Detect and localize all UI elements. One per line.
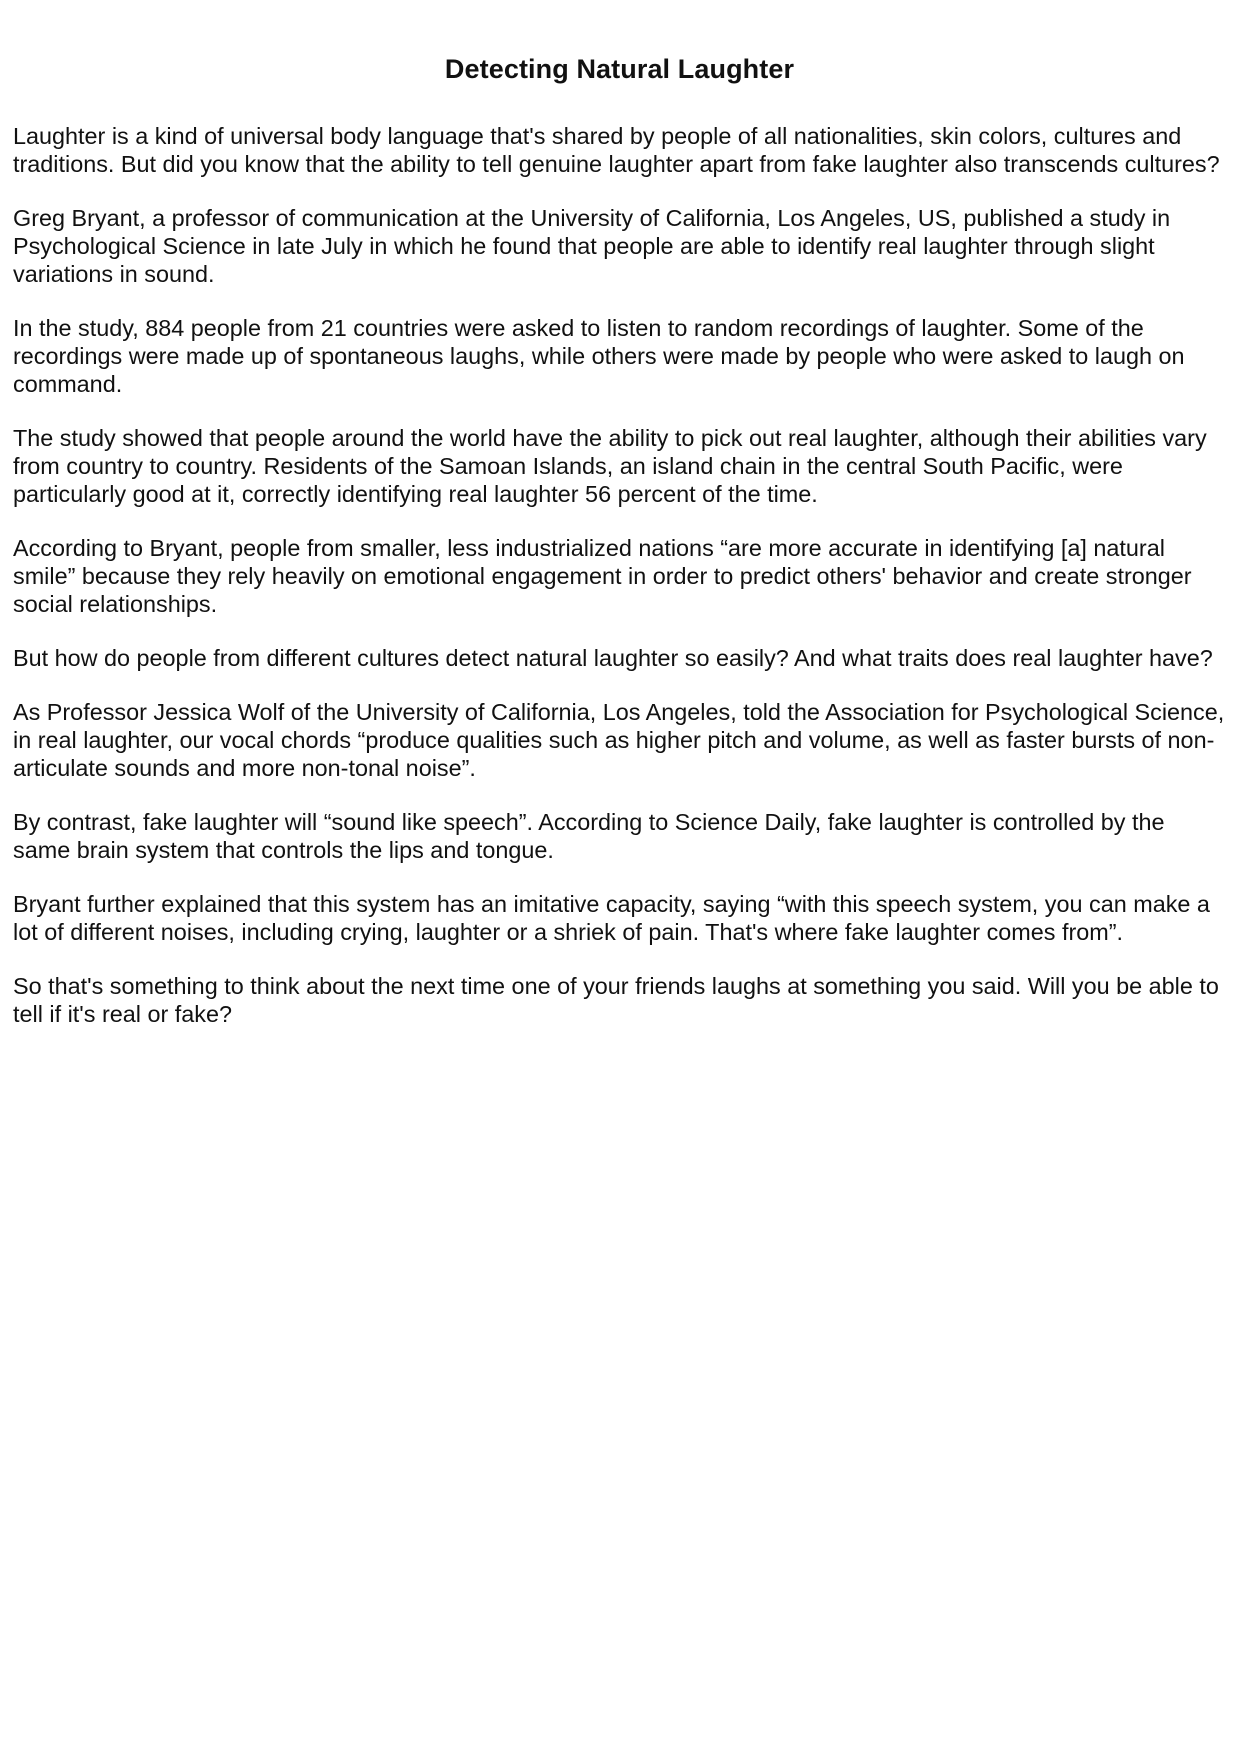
paragraph-2: Greg Bryant, a professor of communication at the University of California, Los Angeles, US, published a study in Psychological Science in late July in which he found that people are able to identify real laughter through slight variations in sound. [13, 205, 1171, 287]
paragraph-7: As Professor Jessica Wolf of the University of California, Los Angeles, told the Association for Psychological Science, in real laughter, our vocal chords “produce qualities such as higher pitch and volume, as well as faster bursts of non-articulate sounds and more non-tonal noise”. [13, 699, 1225, 781]
paragraph-10: So that's something to think about the next time one of your friends laughs at something you said. Will you be able to tell if it's real or fake? [13, 973, 1219, 1027]
document-body [13, 122, 1226, 1028]
paragraph-3: In the study, 884 people from 21 countries were asked to listen to random recordings of laughter. Some of the recordings were made up of spontaneous laughs, while others were made by people who were asked to laugh on command. [13, 315, 1185, 397]
paragraph-5: According to Bryant, people from smaller, less industrialized nations “are more accurate in identifying [a] natural smile” because they rely heavily on emotional engagement in order to predict others' behavior and create stronger social relationships. [13, 535, 1192, 617]
paragraph-6: But how do people from different cultures detect natural laughter so easily? And what traits does real laughter have? [13, 645, 1213, 671]
paragraph-9: Bryant further explained that this system has an imitative capacity, saying “with this speech system, you can make a lot of different noises, including crying, laughter or a shriek of pain. That's where fake laughter comes from”. [13, 891, 1210, 945]
paragraph-8: By contrast, fake laughter will “sound like speech”. According to Science Daily, fake laughter is controlled by the same brain system that controls the lips and tongue. [13, 809, 1165, 863]
paragraph-4: The study showed that people around the world have the ability to pick out real laughter, although their abilities vary from country to country. Residents of the Samoan Islands, an island chain in the central South Pacific, were particularly good at it, correctly identifying real laughter 56 percent of the time. [13, 425, 1207, 507]
paragraph-1: Laughter is a kind of universal body language that's shared by people of all nationalities, skin colors, cultures and traditions. But did you know that the ability to tell genuine laughter apart from fake laughter also transcends cultures? [13, 123, 1220, 177]
document-title: Detecting Natural Laughter [444, 54, 795, 84]
